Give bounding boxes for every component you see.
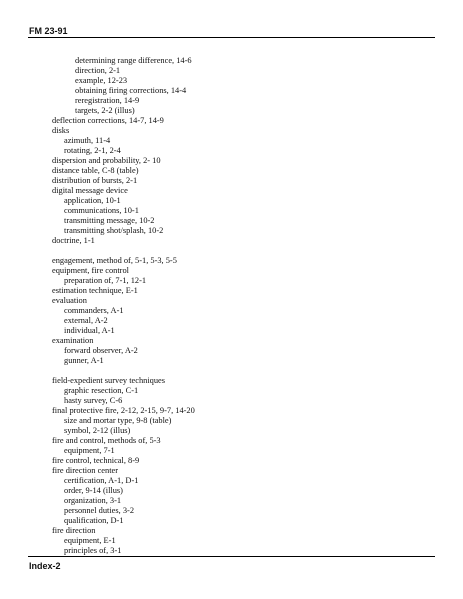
index-entry: disks bbox=[52, 126, 70, 135]
index-subentry: hasty survey, C-6 bbox=[64, 396, 123, 405]
index-subentry: external, A-2 bbox=[64, 316, 108, 325]
index-entry: digital message device bbox=[52, 186, 128, 195]
index-entry: deflection corrections, 14-7, 14-9 bbox=[52, 116, 164, 125]
index-entry: fire direction bbox=[52, 526, 96, 535]
index-subentry: obtaining firing corrections, 14-4 bbox=[75, 86, 187, 95]
index-subentry: application, 10-1 bbox=[64, 196, 121, 205]
index-entry: doctrine, 1-1 bbox=[52, 236, 95, 245]
index-subentry: order, 9-14 (illus) bbox=[64, 486, 123, 495]
index-subentry: preparation of, 7-1, 12-1 bbox=[64, 276, 147, 285]
index-entry: fire and control, methods of, 5-3 bbox=[52, 436, 161, 445]
index-subentry: example, 12-23 bbox=[75, 76, 128, 85]
index-entry: dispersion and probability, 2- 10 bbox=[52, 156, 161, 165]
index-entry: estimation technique, E-1 bbox=[52, 286, 138, 295]
index-subentry: rotating, 2-1, 2-4 bbox=[64, 146, 121, 155]
index-subentry: azimuth, 11-4 bbox=[64, 136, 111, 145]
index-subentry: transmitting message, 10-2 bbox=[64, 216, 155, 225]
index-entry: engagement, method of, 5-1, 5-3, 5-5 bbox=[52, 256, 177, 265]
index-entry: evaluation bbox=[52, 296, 87, 305]
index-subentry: transmitting shot/splash, 10-2 bbox=[64, 226, 164, 235]
index-entry: examination bbox=[52, 336, 94, 345]
index-subentry: direction, 2-1 bbox=[75, 66, 121, 75]
index-subentry: principles of, 3-1 bbox=[64, 546, 122, 555]
index-subentry: equipment, 7-1 bbox=[64, 446, 115, 455]
index-subentry: qualification, D-1 bbox=[64, 516, 124, 525]
index-subentry: size and mortar type, 9-8 (table) bbox=[64, 416, 172, 425]
index-entry: equipment, fire control bbox=[52, 266, 129, 275]
index-subentry: commanders, A-1 bbox=[64, 306, 124, 315]
index-entry: distribution of bursts, 2-1 bbox=[52, 176, 138, 185]
index-subentry: certification, A-1, D-1 bbox=[64, 476, 139, 485]
index-subentry: targets, 2-2 (illus) bbox=[75, 106, 135, 115]
index-subentry: reregistration, 14-9 bbox=[75, 96, 140, 105]
index-subentry: determining range difference, 14-6 bbox=[75, 56, 192, 65]
index-entry: field-expedient survey techniques bbox=[52, 376, 166, 385]
footer-rule bbox=[28, 556, 435, 557]
index-subentry: organization, 3-1 bbox=[64, 496, 122, 505]
index-subentry: communications, 10-1 bbox=[64, 206, 139, 215]
index-entry: final protective fire, 2-12, 2-15, 9-7, 14-20 bbox=[52, 406, 195, 415]
manual-id-header: FM 23-91 bbox=[29, 26, 68, 36]
index-entry: fire direction center bbox=[52, 466, 119, 475]
index-subentry: individual, A-1 bbox=[64, 326, 115, 335]
index-subentry: forward observer, A-2 bbox=[64, 346, 138, 355]
index-subentry: gunner, A-1 bbox=[64, 356, 104, 365]
index-subentry: personnel duties, 3-2 bbox=[64, 506, 135, 515]
index-subentry: graphic resection, C-1 bbox=[64, 386, 139, 395]
index-subentry: symbol, 2-12 (illus) bbox=[64, 426, 131, 435]
index-entry: fire control, technical, 8-9 bbox=[52, 456, 140, 465]
index-subentry: equipment, E-1 bbox=[64, 536, 116, 545]
index-entry: distance table, C-8 (table) bbox=[52, 166, 139, 175]
page-number-footer: Index-2 bbox=[29, 561, 61, 571]
